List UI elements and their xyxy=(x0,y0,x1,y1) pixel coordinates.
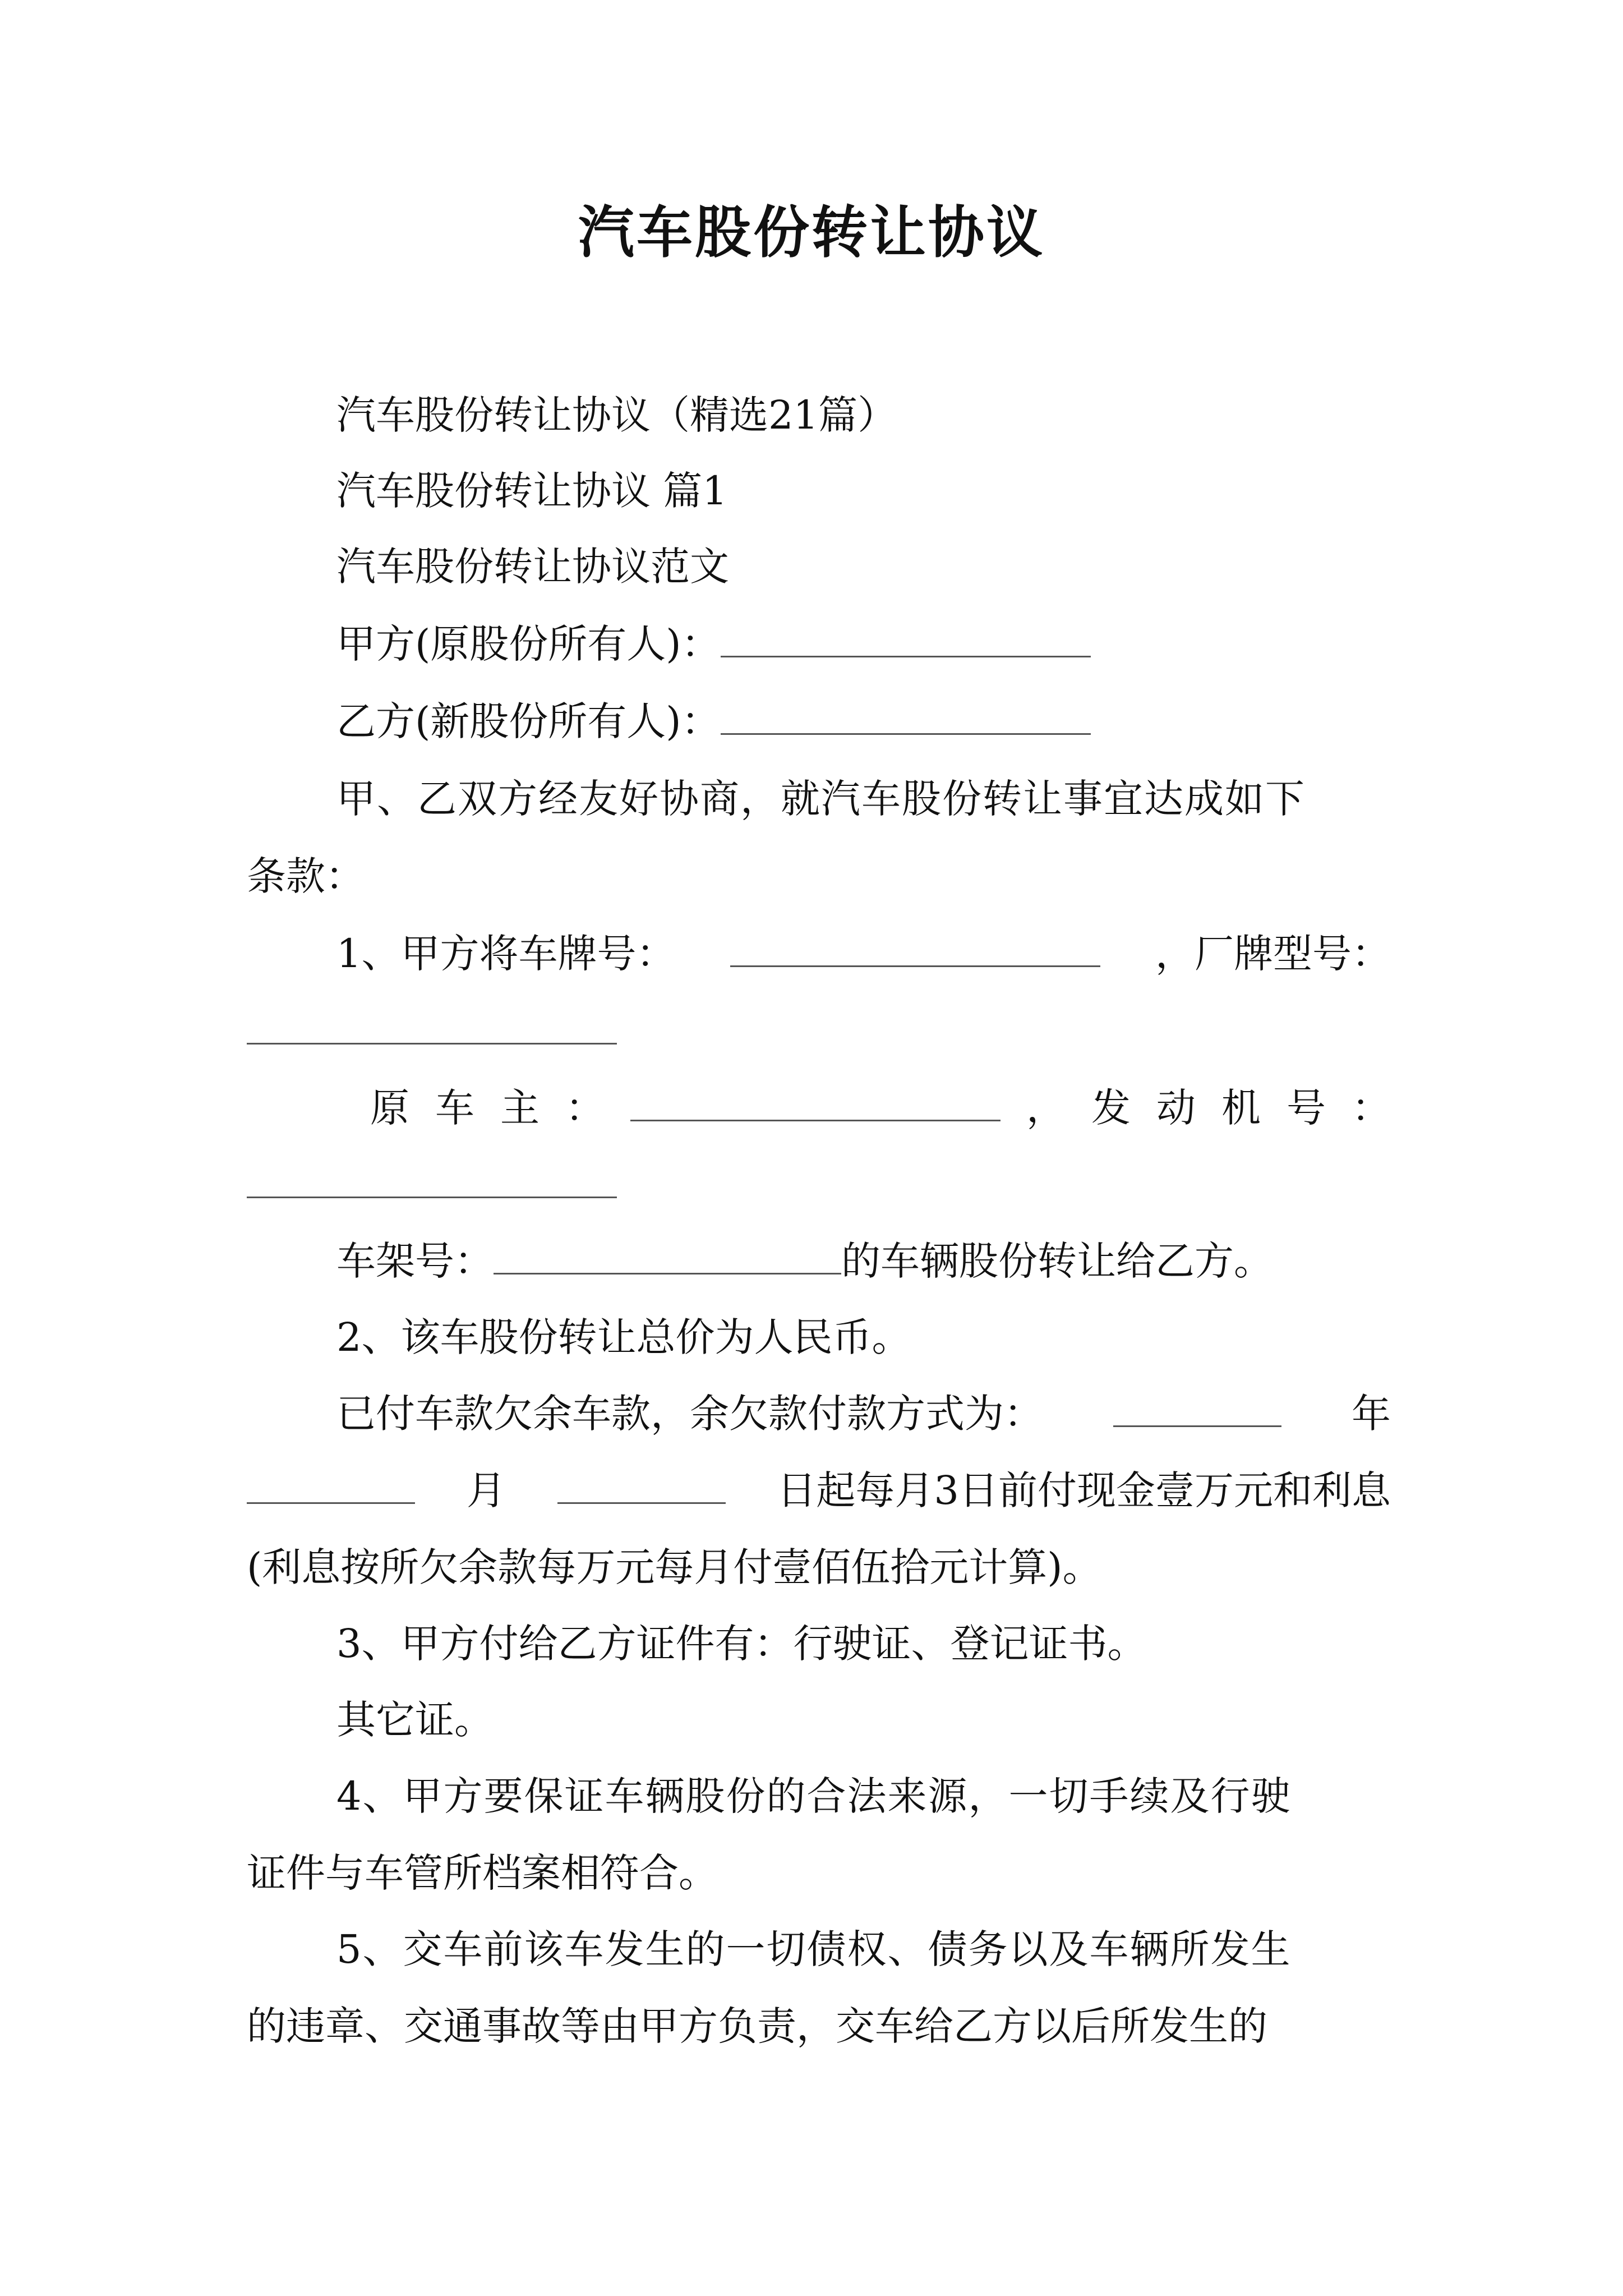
owner-blank[interactable] xyxy=(630,1080,1000,1121)
party-a-label: 甲方(原股份所有人)： xyxy=(336,621,721,667)
clause3-other: 其它证。 xyxy=(336,1697,494,1743)
frame-suffix: 的车辆股份转让给乙方。 xyxy=(841,1238,1273,1284)
subtitle: 汽车股份转让协议（精选21篇） xyxy=(336,392,897,438)
plate-number-blank[interactable] xyxy=(730,926,1100,967)
interest-note: (利息按所欠余款每万元每月付壹佰伍拾元计算)。 xyxy=(247,1544,1102,1590)
frame-blank[interactable] xyxy=(494,1234,841,1274)
clause2: 2、该车股份转让总价为人民币。 xyxy=(336,1314,911,1360)
owner-char-2: 车 xyxy=(435,1085,474,1131)
clause4-line-1: 4、甲方要保证车辆股份的合法来源，一切手续及行驶 xyxy=(336,1773,1292,1819)
owner-engine-line xyxy=(370,1080,1391,1136)
clause4-line-2: 证件与车管所档案相符合。 xyxy=(247,1850,718,1896)
payment-month-blank[interactable] xyxy=(247,1463,415,1504)
engine-char-2: 动 xyxy=(1156,1085,1196,1131)
party-b-label: 乙方(新股份所有人)： xyxy=(336,698,721,744)
engine-blank-line xyxy=(247,1157,1391,1213)
party-a-blank[interactable] xyxy=(721,616,1091,657)
party-a-line xyxy=(336,616,1391,672)
section-heading: 汽车股份转让协议 篇1 xyxy=(336,468,727,514)
document-title: 汽车股份转让协议 xyxy=(578,200,1045,265)
frame-line xyxy=(336,1233,1391,1289)
engine-char-3: 机 xyxy=(1221,1085,1261,1131)
payment-year-blank[interactable] xyxy=(1113,1386,1281,1427)
engine-blank[interactable] xyxy=(247,1157,617,1198)
engine-char-4: 号 xyxy=(1287,1085,1326,1131)
clause5-line-2: 的违章、交通事故等由甲方负责，交车给乙方以后所发生的 xyxy=(247,2003,1267,2049)
owner-char-3: 主 xyxy=(500,1085,540,1131)
engine-char-5: ： xyxy=(1352,1085,1391,1131)
model-blank-line xyxy=(247,1003,1391,1059)
payment-day-blank[interactable] xyxy=(557,1463,726,1504)
clause1-mid: ，厂牌型号： xyxy=(1155,931,1391,977)
intro-line-1: 甲、乙双方经友好协商，就汽车股份转让事宜达成如下 xyxy=(336,776,1306,822)
payment-line-2 xyxy=(247,1462,1391,1519)
owner-char-1: 原 xyxy=(370,1085,409,1131)
payment-month: 月 xyxy=(466,1467,506,1513)
party-b-line xyxy=(336,693,1391,749)
clause3: 3、甲方付给乙方证件有：行驶证、登记证书。 xyxy=(336,1621,1147,1667)
intro-line-2: 条款： xyxy=(247,853,365,899)
payment-prefix: 已付车款欠余车款，余欠款付款方式为： xyxy=(336,1391,1043,1437)
owner-comma: ， xyxy=(1026,1085,1066,1131)
payment-day-text: 日起每月3日前付现金壹万元和利息 xyxy=(777,1467,1391,1513)
section-subheading: 汽车股份转让协议范文 xyxy=(336,544,729,590)
party-b-blank[interactable] xyxy=(721,694,1091,735)
owner-char-4: ： xyxy=(565,1085,605,1131)
clause5-line-1: 5、交车前该车发生的一切债权、债务以及车辆所发生 xyxy=(336,1926,1292,1972)
clause1-line xyxy=(336,926,1391,982)
clause1-prefix: 1、甲方将车牌号： xyxy=(336,931,676,977)
engine-char-1: 发 xyxy=(1091,1085,1131,1131)
payment-line-1 xyxy=(336,1386,1391,1442)
frame-label: 车架号： xyxy=(336,1238,494,1284)
model-blank[interactable] xyxy=(247,1004,617,1045)
payment-year: 年 xyxy=(1352,1391,1391,1437)
